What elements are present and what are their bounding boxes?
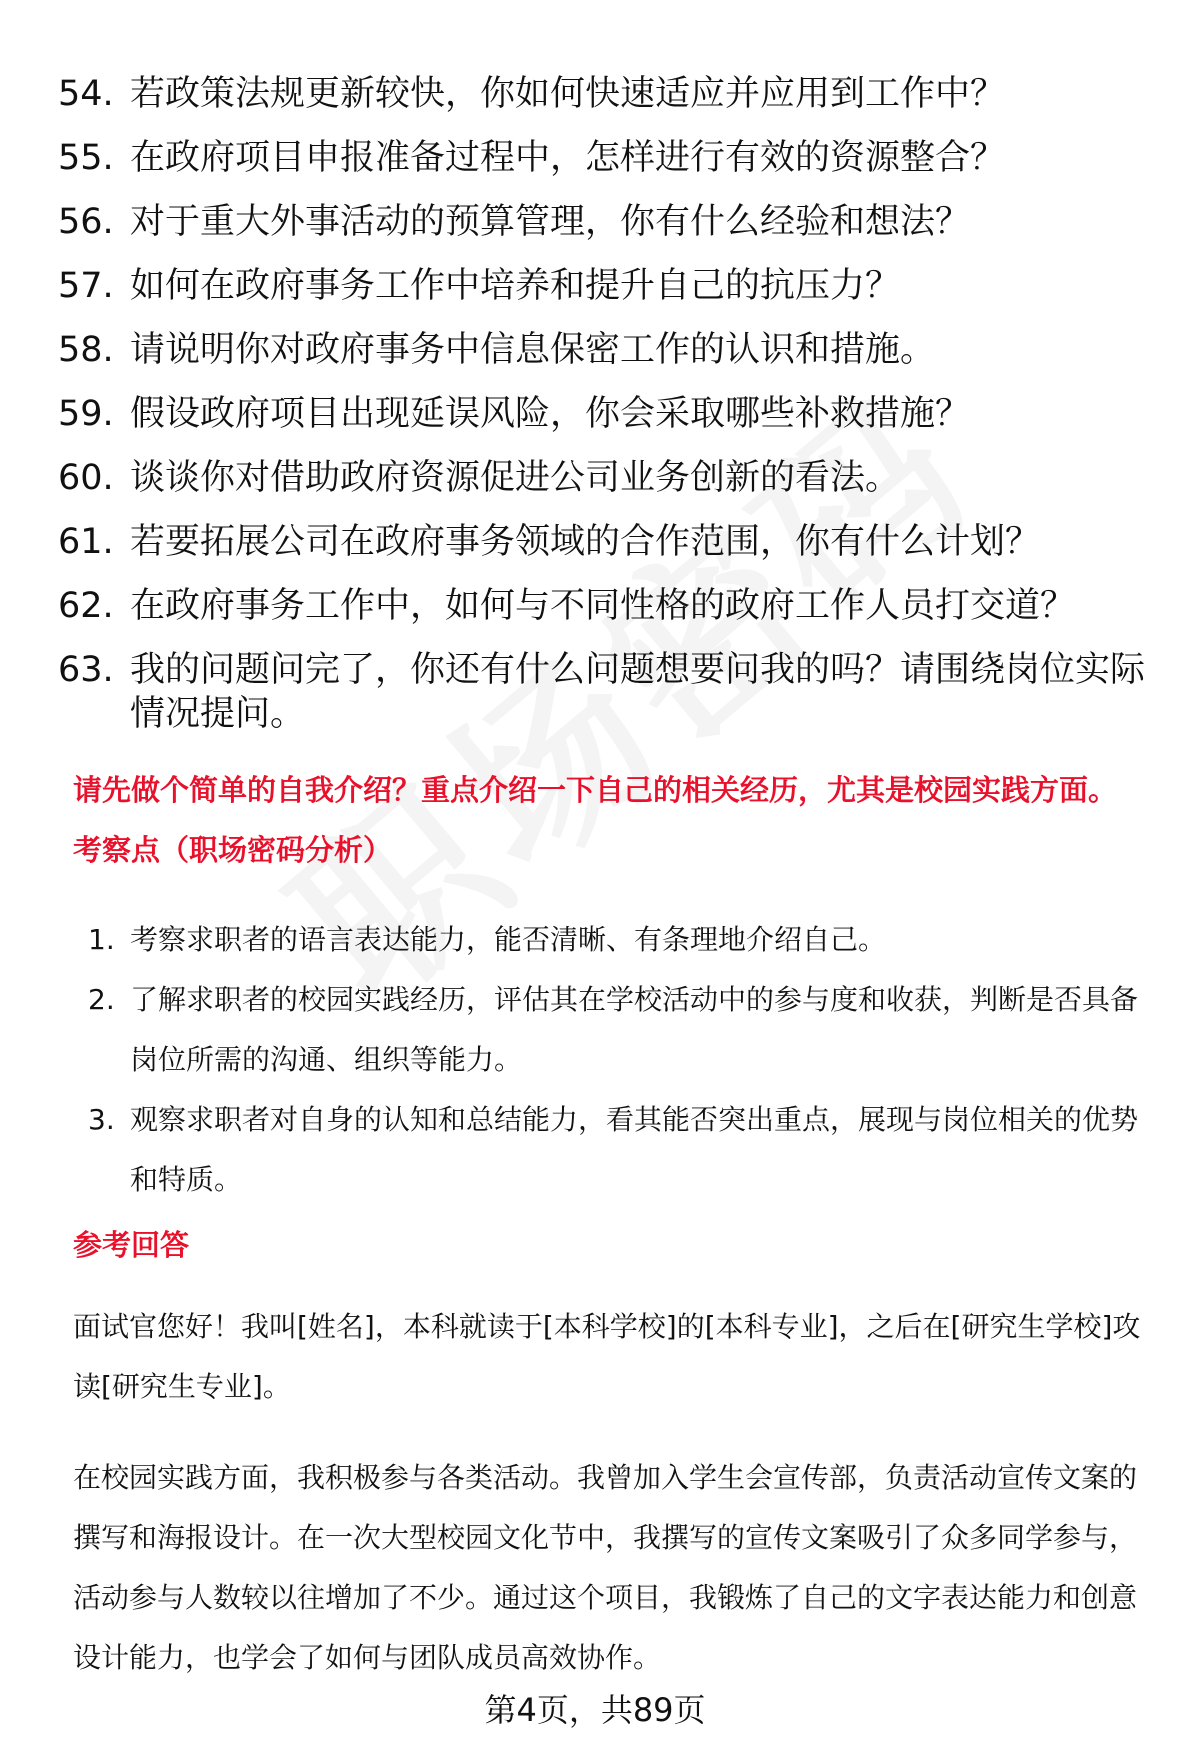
question-text: 如何在政府事务工作中培养和提升自己的抗压力？ (130, 266, 901, 306)
question-number: 58. (58, 330, 114, 370)
question-number: 63. (58, 650, 114, 690)
question-item (58, 72, 1158, 116)
question-text: 在政府事务工作中，如何与不同性格的政府工作人员打交道？ (130, 586, 1076, 626)
point-number: 1. (88, 923, 115, 956)
question-item (58, 328, 1158, 372)
question-item (58, 200, 1158, 244)
point-text: 了解求职者的校园实践经历，评估其在学校活动中的参与度和收获，判断是否具备岗位所需的沟通、组织等能力。 (130, 983, 1139, 1076)
point-text: 考察求职者的语言表达能力，能否清晰、有条理地介绍自己。 (130, 923, 887, 956)
question-list (58, 72, 1158, 756)
question-item (58, 520, 1158, 564)
question-item (58, 648, 1158, 736)
question-text: 对于重大外事活动的预算管理，你有什么经验和想法？ (130, 202, 971, 242)
page-footer: 第4页，共89页 (484, 1691, 706, 1729)
point-number: 3. (88, 1103, 115, 1136)
question-number: 54. (58, 74, 114, 114)
analysis-heading: 考察点（职场密码分析） (73, 833, 393, 867)
analysis-point (88, 970, 1158, 1090)
question-text: 假设政府项目出现延误风险，你会采取哪些补救措施？ (130, 394, 971, 434)
point-text: 观察求职者对自身的认知和总结能力，看其能否突出重点，展现与岗位相关的优势和特质。 (130, 1103, 1139, 1196)
question-item (58, 136, 1158, 180)
question-number: 56. (58, 202, 114, 242)
question-item (58, 392, 1158, 436)
question-number: 57. (58, 266, 114, 306)
question-number: 59. (58, 394, 114, 434)
analysis-point (88, 910, 1158, 970)
point-number: 2. (88, 983, 115, 1016)
answer-heading: 参考回答 (73, 1228, 190, 1262)
analysis-point-list (88, 910, 1158, 1210)
question-text: 若要拓展公司在政府事务领域的合作范围，你有什么计划？ (130, 522, 1041, 562)
question-number: 62. (58, 586, 114, 626)
question-item (58, 264, 1158, 308)
question-item (58, 456, 1158, 500)
question-text: 若政策法规更新较快，你如何快速适应并应用到工作中？ (130, 74, 1006, 114)
question-text: 请说明你对政府事务中信息保密工作的认识和措施。 (130, 330, 936, 370)
question-text: 谈谈你对借助政府资源促进公司业务创新的看法。 (130, 458, 901, 498)
question-item (58, 584, 1158, 628)
answer-paragraph: 在校园实践方面，我积极参与各类活动。我曾加入学生会宣传部，负责活动宣传文案的撰写和海报设计。在一次大型校园文化节中，我撰写的宣传文案吸引了众多同学参与，活动参与人数较以往增加了不少。通过这个项目，我锻炼了自己的文字表达能力和创意设计能力，也学会了如何与团队成员高效协作。 (73, 1461, 1138, 1674)
analysis-point (88, 1090, 1158, 1210)
question-number: 60. (58, 458, 114, 498)
question-number: 55. (58, 138, 114, 178)
answer-paragraph: 面试官您好！我叫[姓名]，本科就读于[本科学校]的[本科专业]，之后在[研究生学校]攻读[研究生专业]。 (73, 1310, 1141, 1403)
question-text: 我的问题问完了，你还有什么问题想要问我的吗？请围绕岗位实际情况提问。 (130, 650, 1146, 734)
interview-question-heading: 请先做个简单的自我介绍？重点介绍一下自己的相关经历，尤其是校园实践方面。 (73, 773, 1118, 807)
question-text: 在政府项目申报准备过程中，怎样进行有效的资源整合？ (130, 138, 1006, 178)
question-number: 61. (58, 522, 114, 562)
